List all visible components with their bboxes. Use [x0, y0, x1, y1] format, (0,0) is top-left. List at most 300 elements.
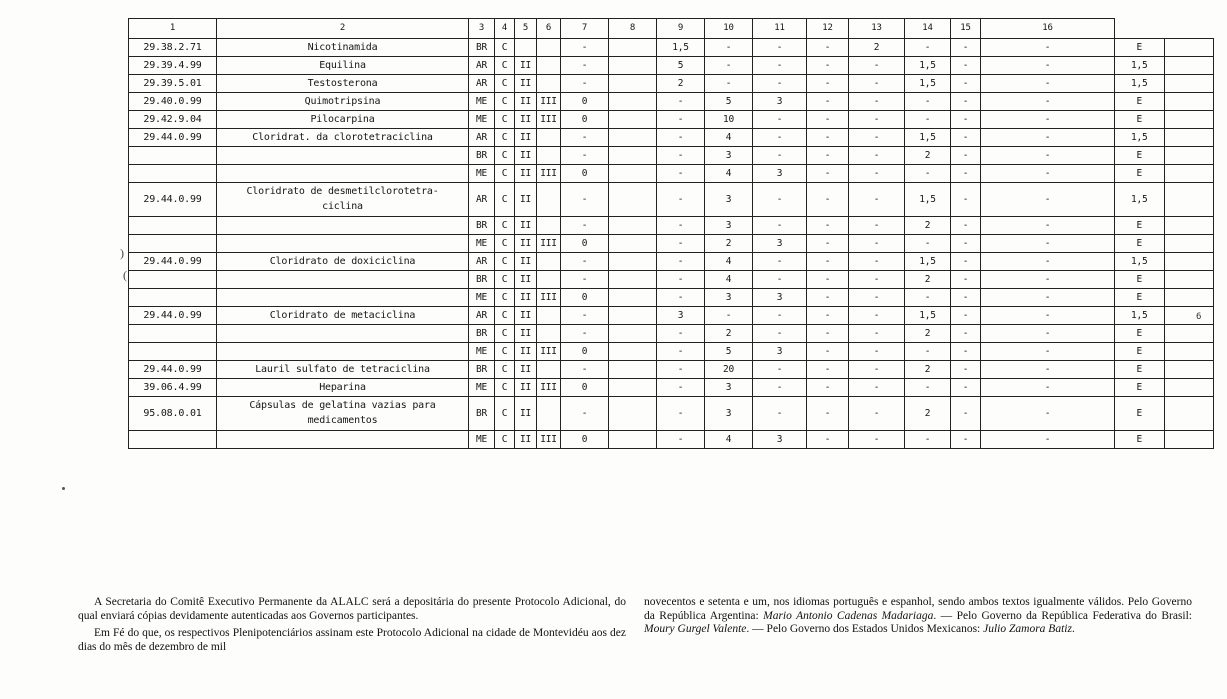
cell-col-7: - [561, 325, 609, 343]
cell-col-7: 0 [561, 431, 609, 449]
cell-col-3: ME [469, 431, 495, 449]
cell-col-16: - [981, 343, 1115, 361]
cell-item-code: 95.08.0.01 [129, 397, 217, 431]
cell-col-12: - [807, 183, 849, 217]
cell-col-18 [1164, 289, 1214, 307]
cell-col-8 [609, 289, 657, 307]
cell-description [217, 217, 469, 235]
description-line-1: Lauril sulfato de tetraciclina [255, 364, 430, 375]
cell-col-14: 2 [905, 147, 951, 165]
cell-col-3: AR [469, 183, 495, 217]
cell-col-3: ME [469, 235, 495, 253]
footer-paragraph-1: A Secretaria do Comitê Executivo Permanente da ALALC será a depositária do presente Protocolo Adicional, do qual enviará cópias devidamente autenticadas aos Governos participantes. [78, 596, 626, 622]
cell-col-9: - [657, 361, 705, 379]
table-row [129, 361, 1214, 379]
table-row [129, 235, 1214, 253]
cell-col-11: - [753, 325, 807, 343]
cell-col-8 [609, 431, 657, 449]
column-header-5: 5 [515, 19, 537, 39]
cell-col-14: 2 [905, 271, 951, 289]
cell-col-8 [609, 217, 657, 235]
table-row [129, 57, 1214, 75]
cell-description [217, 39, 469, 57]
cell-col-13: 2 [849, 39, 905, 57]
cell-col-18 [1164, 379, 1214, 397]
cell-item-code [129, 165, 217, 183]
cell-col-16: - [981, 217, 1115, 235]
cell-col-10: 4 [705, 253, 753, 271]
cell-col-18 [1164, 165, 1214, 183]
table-row [129, 39, 1214, 57]
cell-description [217, 165, 469, 183]
cell-col-11: - [753, 111, 807, 129]
cell-col-3: AR [469, 307, 495, 325]
cell-col-12: - [807, 217, 849, 235]
tariff-table-container [128, 18, 1214, 449]
cell-col-11: 3 [753, 289, 807, 307]
column-header-1: 1 [129, 19, 217, 39]
cell-col-12: - [807, 165, 849, 183]
cell-col-15: - [951, 325, 981, 343]
column-header-15: 15 [951, 19, 981, 39]
cell-col-6 [537, 57, 561, 75]
description-line-1: Cápsulas de gelatina vazias para [249, 400, 436, 411]
cell-col-10: 4 [705, 431, 753, 449]
cell-col-17: E [1115, 217, 1165, 235]
footer-signatories-text-4: . [1071, 623, 1075, 635]
cell-col-14: 2 [905, 397, 951, 431]
cell-col-12: - [807, 343, 849, 361]
cell-col-7: - [561, 253, 609, 271]
cell-col-18 [1164, 361, 1214, 379]
cell-col-15: - [951, 379, 981, 397]
description-line-2: medicamentos [307, 415, 378, 426]
description-line-1: Cloridrato de desmetilclorotetra- [246, 186, 439, 197]
cell-col-15: - [951, 39, 981, 57]
margin-stray-mark-2: ( [123, 268, 127, 282]
cell-col-9: - [657, 431, 705, 449]
cell-col-18 [1164, 183, 1214, 217]
cell-col-11: 3 [753, 343, 807, 361]
cell-col-12: - [807, 325, 849, 343]
cell-col-6: III [537, 93, 561, 111]
column-header-10: 10 [705, 19, 753, 39]
cell-col-5: II [515, 217, 537, 235]
cell-col-9: - [657, 93, 705, 111]
cell-col-18 [1164, 75, 1214, 93]
cell-col-3: BR [469, 271, 495, 289]
cell-col-11: - [753, 361, 807, 379]
cell-col-16: - [981, 253, 1115, 271]
cell-item-code [129, 235, 217, 253]
cell-col-18 [1164, 431, 1214, 449]
cell-col-9: - [657, 235, 705, 253]
cell-col-3: BR [469, 147, 495, 165]
cell-col-3: AR [469, 129, 495, 147]
cell-col-7: 0 [561, 111, 609, 129]
description-line-2: ciclina [322, 201, 363, 212]
cell-col-6 [537, 361, 561, 379]
cell-col-8 [609, 397, 657, 431]
cell-description [217, 183, 469, 217]
cell-col-3: BR [469, 217, 495, 235]
cell-col-8 [609, 165, 657, 183]
cell-col-15: - [951, 165, 981, 183]
cell-col-7: - [561, 129, 609, 147]
cell-col-3: ME [469, 289, 495, 307]
cell-col-10: - [705, 39, 753, 57]
table-header [129, 19, 1214, 39]
cell-col-16: - [981, 75, 1115, 93]
cell-col-3: AR [469, 253, 495, 271]
table-row [129, 271, 1214, 289]
cell-col-12: - [807, 271, 849, 289]
cell-col-11: 3 [753, 431, 807, 449]
cell-col-17: 1,5 [1115, 75, 1165, 93]
cell-col-5: II [515, 397, 537, 431]
cell-col-14: 2 [905, 217, 951, 235]
footer-paragraph-3 [644, 596, 1192, 637]
cell-col-5: II [515, 361, 537, 379]
cell-col-17: 1,5 [1115, 307, 1165, 325]
description-line-1: Quimotripsina [304, 96, 381, 107]
cell-item-code [129, 289, 217, 307]
cell-item-code: 29.39.5.01 [129, 75, 217, 93]
cell-col-5: II [515, 235, 537, 253]
description-line-1: Equilina [319, 60, 366, 71]
cell-col-11: - [753, 253, 807, 271]
column-header-11: 11 [753, 19, 807, 39]
cell-col-16: - [981, 289, 1115, 307]
cell-col-8 [609, 93, 657, 111]
signatory-argentina: Mario Antonio Cadenas Madariaga [763, 609, 934, 622]
cell-col-9: 2 [657, 75, 705, 93]
cell-col-17: E [1115, 343, 1165, 361]
cell-col-17: E [1115, 111, 1165, 129]
cell-col-8 [609, 379, 657, 397]
cell-col-3: BR [469, 361, 495, 379]
cell-description [217, 271, 469, 289]
cell-col-7: 0 [561, 93, 609, 111]
table-row [129, 289, 1214, 307]
cell-col-13: - [849, 361, 905, 379]
cell-col-9: 3 [657, 307, 705, 325]
cell-col-15: - [951, 307, 981, 325]
cell-col-12: - [807, 57, 849, 75]
cell-col-4: C [495, 307, 515, 325]
cell-col-15: - [951, 147, 981, 165]
cell-col-12: - [807, 307, 849, 325]
cell-col-11: - [753, 217, 807, 235]
cell-item-code [129, 217, 217, 235]
cell-col-7: - [561, 183, 609, 217]
cell-col-4: C [495, 57, 515, 75]
cell-col-5: II [515, 93, 537, 111]
cell-col-10: - [705, 75, 753, 93]
cell-col-4: C [495, 289, 515, 307]
cell-col-17: 1,5 [1115, 129, 1165, 147]
cell-col-5: II [515, 129, 537, 147]
cell-col-17: E [1115, 361, 1165, 379]
cell-col-16: - [981, 235, 1115, 253]
cell-col-10: 5 [705, 343, 753, 361]
cell-col-10: 4 [705, 129, 753, 147]
column-header-16: 16 [981, 19, 1115, 39]
table-row [129, 379, 1214, 397]
cell-col-5: II [515, 431, 537, 449]
cell-col-13: - [849, 183, 905, 217]
table-row [129, 147, 1214, 165]
cell-col-4: C [495, 147, 515, 165]
cell-col-15: - [951, 129, 981, 147]
cell-item-code [129, 271, 217, 289]
cell-col-9: 5 [657, 57, 705, 75]
description-line-1: Heparina [319, 382, 366, 393]
cell-col-8 [609, 343, 657, 361]
cell-col-6: III [537, 235, 561, 253]
cell-item-code: 29.44.0.99 [129, 307, 217, 325]
cell-col-17: E [1115, 431, 1165, 449]
cell-col-6: III [537, 379, 561, 397]
cell-col-11: - [753, 271, 807, 289]
cell-col-14: - [905, 235, 951, 253]
cell-col-6 [537, 271, 561, 289]
cell-col-14: - [905, 431, 951, 449]
cell-description [217, 397, 469, 431]
cell-col-4: C [495, 343, 515, 361]
cell-col-14: 1,5 [905, 57, 951, 75]
cell-description [217, 431, 469, 449]
cell-col-13: - [849, 129, 905, 147]
cell-col-11: - [753, 307, 807, 325]
cell-col-7: 0 [561, 165, 609, 183]
description-line-1: Nicotinamida [307, 42, 378, 53]
cell-col-16: - [981, 57, 1115, 75]
cell-description [217, 361, 469, 379]
column-header-12: 12 [807, 19, 849, 39]
cell-col-14: 1,5 [905, 253, 951, 271]
cell-col-13: - [849, 431, 905, 449]
cell-col-8 [609, 183, 657, 217]
cell-col-16: - [981, 111, 1115, 129]
cell-item-code: 29.44.0.99 [129, 129, 217, 147]
cell-col-12: - [807, 93, 849, 111]
table-row [129, 325, 1214, 343]
cell-col-16: - [981, 93, 1115, 111]
cell-col-12: - [807, 75, 849, 93]
footer-signatories-text-3: . — Pelo Governo dos Estados Unidos Mexicanos: [746, 623, 981, 635]
table-row [129, 75, 1214, 93]
cell-description [217, 129, 469, 147]
cell-col-17: E [1115, 271, 1165, 289]
cell-col-14: - [905, 39, 951, 57]
cell-description [217, 343, 469, 361]
cell-col-18 [1164, 129, 1214, 147]
cell-description [217, 325, 469, 343]
cell-col-11: - [753, 75, 807, 93]
cell-col-7: - [561, 397, 609, 431]
cell-col-15: - [951, 75, 981, 93]
cell-col-15: - [951, 397, 981, 431]
cell-col-12: - [807, 361, 849, 379]
cell-col-15: - [951, 289, 981, 307]
table-row [129, 217, 1214, 235]
cell-col-4: C [495, 253, 515, 271]
cell-col-3: AR [469, 57, 495, 75]
cell-col-4: C [495, 165, 515, 183]
cell-col-10: 2 [705, 235, 753, 253]
cell-col-6 [537, 307, 561, 325]
cell-col-6: III [537, 111, 561, 129]
cell-col-17: E [1115, 325, 1165, 343]
cell-col-12: - [807, 253, 849, 271]
cell-col-5: II [515, 307, 537, 325]
cell-description [217, 253, 469, 271]
cell-col-8 [609, 235, 657, 253]
cell-col-11: - [753, 147, 807, 165]
cell-col-8 [609, 253, 657, 271]
cell-col-5: II [515, 183, 537, 217]
cell-col-5: II [515, 111, 537, 129]
cell-col-17: E [1115, 147, 1165, 165]
cell-col-3: BR [469, 397, 495, 431]
cell-col-7: - [561, 361, 609, 379]
cell-col-17: E [1115, 93, 1165, 111]
cell-col-3: ME [469, 111, 495, 129]
cell-col-12: - [807, 397, 849, 431]
cell-col-10: 3 [705, 289, 753, 307]
cell-col-15: - [951, 217, 981, 235]
cell-col-10: 2 [705, 325, 753, 343]
cell-col-7: - [561, 57, 609, 75]
cell-col-7: 0 [561, 343, 609, 361]
cell-col-15: - [951, 253, 981, 271]
cell-col-13: - [849, 379, 905, 397]
cell-col-6 [537, 183, 561, 217]
cell-item-code [129, 431, 217, 449]
cell-col-17: 1,5 [1115, 183, 1165, 217]
column-header-2: 2 [217, 19, 469, 39]
cell-col-11: 3 [753, 93, 807, 111]
cell-col-12: - [807, 39, 849, 57]
cell-col-7: - [561, 307, 609, 325]
cell-description [217, 111, 469, 129]
cell-col-11: 3 [753, 235, 807, 253]
cell-col-5: II [515, 253, 537, 271]
footer-signatories-text-1: novecentos e setenta e um, nos idiomas português e espanhol, sendo ambos textos igualmente válidos. Pelo Governo da República Argentina: [644, 596, 1192, 622]
cell-col-9: - [657, 217, 705, 235]
cell-col-13: - [849, 147, 905, 165]
cell-col-4: C [495, 39, 515, 57]
cell-col-15: - [951, 183, 981, 217]
cell-col-5: II [515, 343, 537, 361]
cell-col-16: - [981, 325, 1115, 343]
cell-col-18 [1164, 39, 1214, 57]
cell-col-17: 1,5 [1115, 57, 1165, 75]
cell-col-12: - [807, 147, 849, 165]
column-header-6: 6 [537, 19, 561, 39]
description-line-1: Cloridrat. da clorotetraciclina [252, 132, 433, 143]
cell-col-11: - [753, 39, 807, 57]
table-row [129, 183, 1214, 217]
cell-col-18 [1164, 111, 1214, 129]
cell-col-17: E [1115, 379, 1165, 397]
cell-col-10: 3 [705, 217, 753, 235]
cell-col-13: - [849, 271, 905, 289]
cell-col-14: 1,5 [905, 129, 951, 147]
cell-col-12: - [807, 431, 849, 449]
cell-item-code [129, 325, 217, 343]
cell-col-7: - [561, 75, 609, 93]
cell-col-4: C [495, 379, 515, 397]
cell-col-9: - [657, 253, 705, 271]
column-header-7: 7 [561, 19, 609, 39]
cell-col-6: III [537, 165, 561, 183]
cell-col-7: - [561, 271, 609, 289]
cell-col-16: - [981, 183, 1115, 217]
cell-description [217, 307, 469, 325]
signatory-mexico: Julio Zamora Batiz [983, 623, 1072, 635]
description-line-1: Cloridrato de doxiciclina [269, 256, 416, 267]
column-header-9: 9 [657, 19, 705, 39]
cell-col-13: - [849, 217, 905, 235]
cell-col-6 [537, 129, 561, 147]
margin-note: 6 [1196, 312, 1202, 322]
cell-col-14: 2 [905, 361, 951, 379]
cell-description [217, 147, 469, 165]
cell-item-code: 29.42.9.04 [129, 111, 217, 129]
cell-col-10: 4 [705, 165, 753, 183]
cell-col-17: E [1115, 165, 1165, 183]
cell-description [217, 93, 469, 111]
cell-col-17: E [1115, 289, 1165, 307]
column-header-4: 4 [495, 19, 515, 39]
cell-col-10: 10 [705, 111, 753, 129]
cell-col-17: E [1115, 235, 1165, 253]
cell-col-11: - [753, 57, 807, 75]
cell-col-4: C [495, 93, 515, 111]
cell-col-18 [1164, 271, 1214, 289]
cell-col-12: - [807, 235, 849, 253]
cell-col-3: ME [469, 165, 495, 183]
cell-col-12: - [807, 289, 849, 307]
cell-item-code: 29.40.0.99 [129, 93, 217, 111]
footer-column-left [78, 596, 626, 658]
cell-col-8 [609, 57, 657, 75]
cell-col-4: C [495, 235, 515, 253]
cell-col-10: 4 [705, 271, 753, 289]
table-row [129, 129, 1214, 147]
cell-col-3: AR [469, 75, 495, 93]
tariff-table [128, 18, 1214, 449]
cell-col-5: II [515, 325, 537, 343]
cell-col-8 [609, 111, 657, 129]
cell-col-9: - [657, 379, 705, 397]
cell-col-9: 1,5 [657, 39, 705, 57]
cell-col-10: 3 [705, 397, 753, 431]
cell-col-12: - [807, 379, 849, 397]
cell-col-12: - [807, 111, 849, 129]
cell-col-4: C [495, 183, 515, 217]
cell-col-15: - [951, 271, 981, 289]
cell-col-7: - [561, 39, 609, 57]
cell-col-4: C [495, 431, 515, 449]
cell-col-18 [1164, 253, 1214, 271]
cell-col-11: - [753, 129, 807, 147]
footer-signatories-text-2: . — Pelo Governo da República Federativa do Brasil: [933, 609, 1193, 622]
cell-col-9: - [657, 397, 705, 431]
cell-col-18 [1164, 307, 1214, 325]
